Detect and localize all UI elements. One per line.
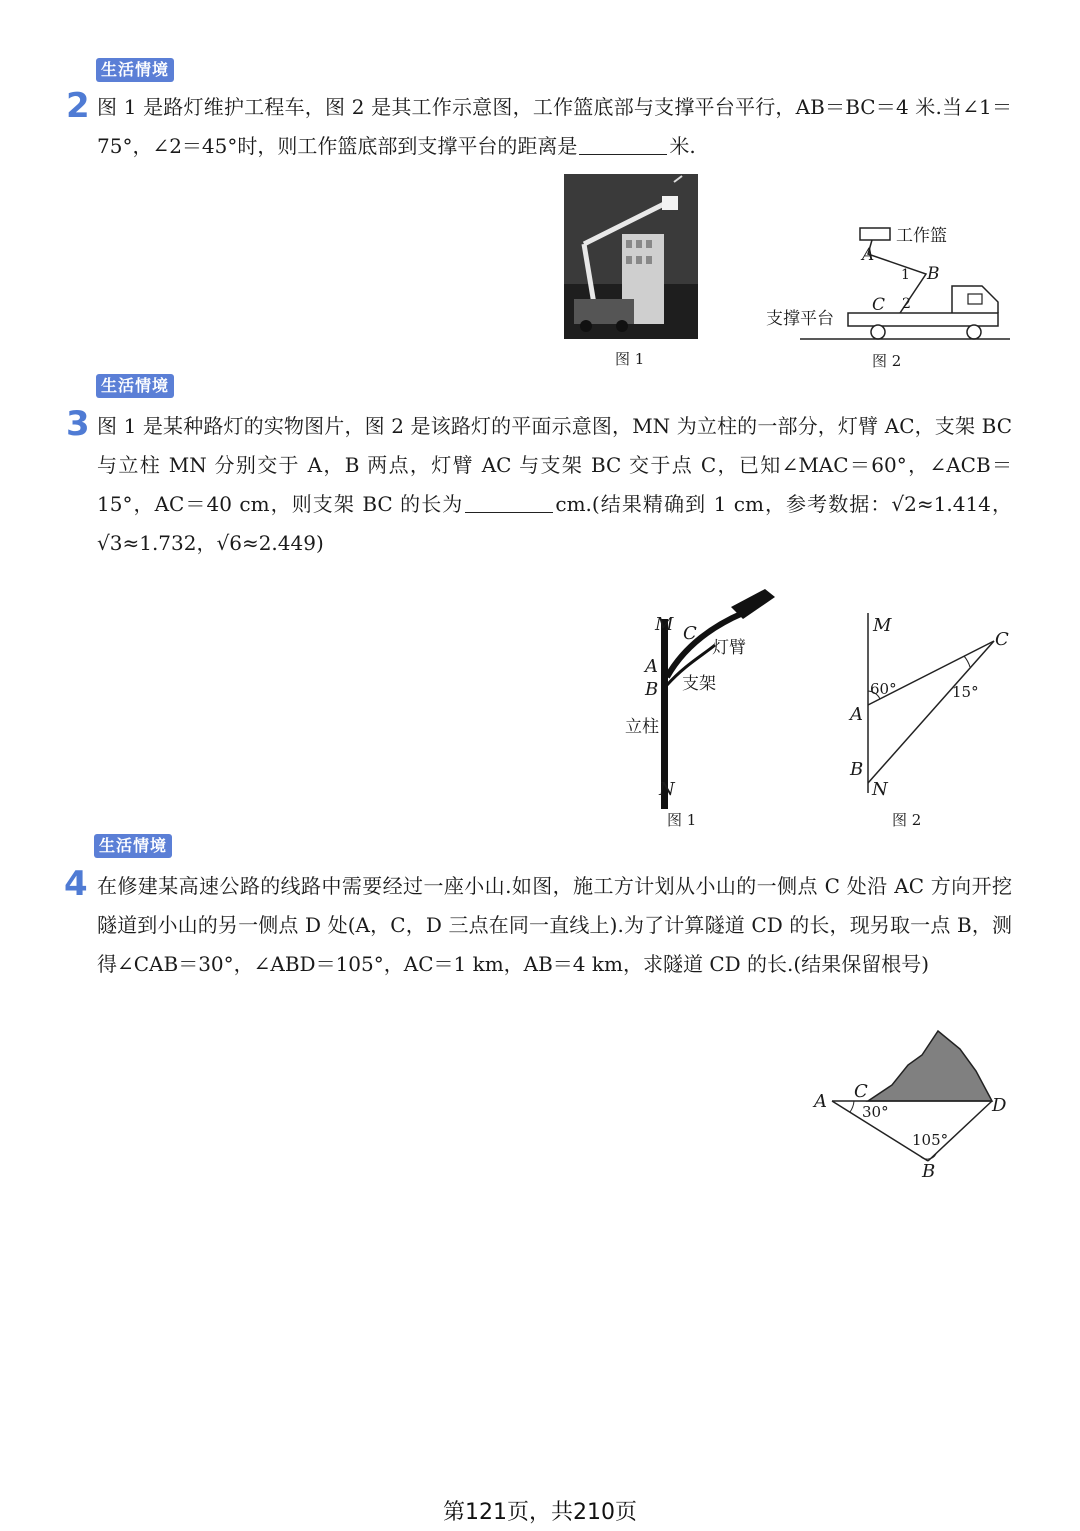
bracket-label: 支架	[682, 674, 716, 694]
angle-15-arc	[964, 656, 970, 667]
q2-point-b: B	[927, 264, 940, 284]
arm-label: 灯臂	[712, 638, 746, 658]
truck-wheel-rear	[871, 325, 885, 339]
question-3-text-main: 图 1 是某种路灯的实物图片，图 2 是该路灯的平面示意图，MN 为立柱的一部分，灯臂 AC，支架 BC 与立柱 MN 分别交于 A，B 两点，灯臂 AC 与支架 BC 交于点 C，已知∠MAC＝60°，∠ACB＝15°，AC＝40 cm，则支架 BC 的长为	[97, 414, 1012, 516]
q4-point-a: A	[814, 1091, 827, 1112]
q3f1-point-b: B	[645, 679, 659, 700]
question-number-4: 4	[64, 864, 88, 904]
hill-shape	[868, 1031, 992, 1101]
q2-point-a: A	[862, 245, 875, 265]
question-number-3: 3	[66, 404, 90, 444]
truck-window-shape	[968, 294, 982, 304]
q2-fig2-caption: 图 2	[872, 352, 902, 370]
life-context-tag-q2: 生活情境	[96, 58, 174, 82]
q3f2-point-n: N	[872, 779, 888, 800]
life-context-tag-q3: 生活情境	[96, 374, 174, 398]
page-footer: 第121页，共210页	[443, 1500, 637, 1525]
q3-figure-1-lamp	[615, 585, 785, 835]
question-3-text-unit: cm.(结果精确到 1 cm，参考数据：√2≈1.414，√3≈1.732，√6≈2.449)	[97, 492, 1012, 555]
q3f1-point-c: C	[683, 623, 697, 644]
answer-blank-q3[interactable]	[465, 492, 553, 513]
q3f2-point-c: C	[995, 629, 1009, 650]
question-2-text	[97, 88, 1012, 166]
q4-point-d: D	[992, 1095, 1007, 1116]
segment-bc	[868, 641, 994, 783]
platform-label: 支撑平台	[766, 309, 834, 329]
truck-photo-illustration	[564, 174, 698, 339]
q3-figure-2-geometry	[840, 605, 1025, 835]
truck-cab-shape	[952, 286, 998, 313]
question-2-text-unit: 米.	[669, 134, 696, 158]
answer-blank-q2[interactable]	[579, 134, 667, 155]
maintenance-truck-photo	[564, 174, 698, 339]
q2-figure-2-schematic	[760, 218, 1020, 374]
basket-label: 工作篮	[896, 226, 947, 246]
angle-30-arc	[850, 1101, 854, 1112]
q3f2-angle-15: 15°	[952, 683, 979, 701]
q3f2-point-b: B	[850, 759, 864, 780]
q2-fig1-caption: 图 1	[615, 350, 645, 368]
question-number-2: 2	[66, 86, 90, 126]
q4-point-b: B	[922, 1161, 936, 1182]
question-3-text	[97, 407, 1012, 563]
q3-fig2-caption: 图 2	[892, 811, 922, 829]
q3f1-point-n: N	[659, 779, 675, 800]
q2-point-c: C	[872, 295, 886, 315]
q3f1-point-m: M	[655, 614, 674, 635]
q3f2-point-a: A	[850, 704, 863, 725]
q3f2-point-m: M	[873, 615, 892, 636]
q4-angle-30: 30°	[862, 1103, 889, 1121]
q4-point-c: C	[854, 1081, 868, 1102]
q4-figure-hill-tunnel	[810, 1025, 1020, 1185]
work-basket-shape	[860, 228, 890, 240]
q3f2-angle-60: 60°	[870, 680, 897, 698]
q2-angle-2-label: 2	[902, 296, 911, 312]
life-context-tag-q4: 生活情境	[94, 834, 172, 858]
q2-figure-1-caption-svg	[600, 345, 670, 371]
q3f1-point-a: A	[645, 656, 658, 677]
question-4-text: 在修建某高速公路的线路中需要经过一座小山.如图，施工方计划从小山的一侧点 C 处沿 AC 方向开挖隧道到小山的另一侧点 D 处(A，C，D 三点在同一直线上).为了计算隧道 CD 的长，现另取一点 B，测得∠CAB＝30°，∠ABD＝105°，AC＝1 km，AB＝4 km，求隧道 CD 的长.(结果保留根号)	[97, 874, 1012, 976]
q2-angle-1-label: 1	[901, 267, 910, 283]
q3-fig1-caption: 图 1	[667, 811, 697, 829]
pole-label: 立柱	[625, 717, 659, 737]
q4-angle-105: 105°	[912, 1131, 949, 1149]
question-2-text-main: 图 1 是路灯维护工程车，图 2 是其工作示意图，工作篮底部与支撑平台平行，AB＝BC＝4 米.当∠1＝75°，∠2＝45°时，则工作篮底部到支撑平台的距离是	[97, 95, 1012, 158]
truck-wheel-front	[967, 325, 981, 339]
support-platform-shape	[848, 313, 998, 326]
